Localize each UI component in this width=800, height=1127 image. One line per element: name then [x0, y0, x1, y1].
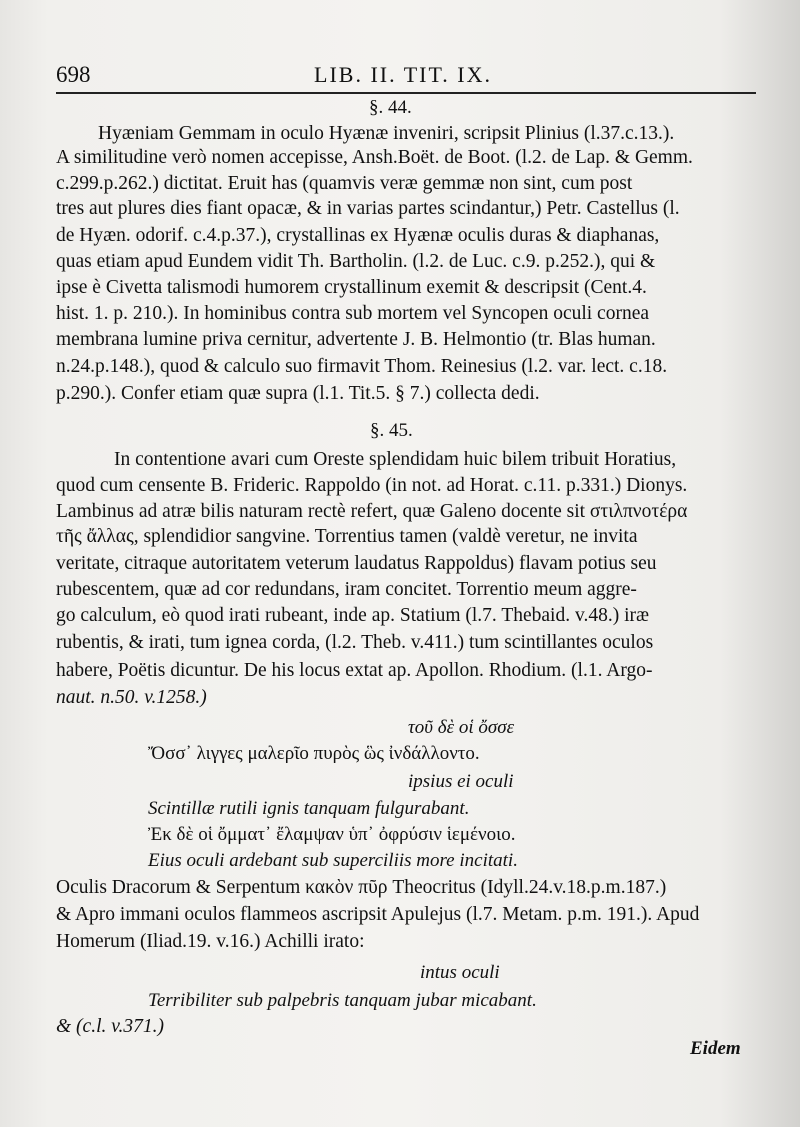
latin-verse-line: Eius oculi ardebant sub superciliis more incitati. [148, 850, 518, 871]
latin-verse-line: intus oculi [420, 962, 500, 983]
text-line: Hyæniam Gemmam in oculo Hyænæ inveniri, scripsit Plinius (l.37.c.13.). [98, 123, 675, 144]
latin-verse-line: ipsius ei oculi [408, 771, 514, 792]
text-line: In contentione avari cum Oreste splendidam huic bilem tribuit Horatius, [114, 449, 677, 470]
latin-verse-line: Terribiliter sub palpebris tanquam jubar micabant. [148, 990, 537, 1011]
text-line: p.290.). Confer etiam quæ supra (l.1. Tit.5. § 7.) collecta dedi. [56, 383, 540, 404]
text-line: go calculum, eò quod irati rubeant, inde ap. Statium (l.7. Thebaid. v.48.) iræ [56, 605, 649, 626]
page-number: 698 [56, 62, 91, 87]
text-line: c.299.p.262.) dictitat. Eruit has (quamvis veræ gemmæ non sint, cum post [56, 173, 633, 194]
text-line: & Apro immani oculos flammeos ascripsit Apulejus (l.7. Metam. p.m. 191.). Apud [56, 904, 700, 925]
greek-verse-line: τοῦ δὲ οἱ ὄσσε [408, 717, 515, 738]
text-line: veritate, citraque autoritatem veterum laudatus Rappoldus) flavam potius seu [56, 553, 657, 574]
text-line: naut. n.50. v.1258.) [56, 687, 207, 708]
text-line: membrana lumine priva cernitur, advertente J. B. Helmontio (tr. Blas human. [56, 329, 656, 350]
catchword: Eidem [690, 1038, 741, 1059]
text-line: rubescentem, quæ ad cor redundans, iram concitet. Torrentio meum aggre- [56, 579, 637, 600]
text-line: habere, Poëtis dicuntur. De his locus extat ap. Apollon. Rhodium. (l.1. Argo- [56, 660, 653, 681]
greek-verse-line: Ὄσσ᾽ λιγγες μαλερῖο πυρὸς ὣς ἰνδάλλοντο. [148, 743, 480, 764]
text-line: hist. 1. p. 210.). In hominibus contra sub mortem vel Syncopen oculi cornea [56, 303, 650, 324]
greek-verse-line: Ἐκ δὲ οἱ ὄμματ᾽ ἔλαμψαν ὑπ᾽ ὀφρύσιν ἱεμένοιο. [148, 824, 516, 845]
text-line: quod cum censente B. Frideric. Rappoldo (in not. ad Horat. c.11. p.331.) Dionys. [56, 475, 688, 496]
text-line: Homerum (Iliad.19. v.16.) Achilli irato: [56, 931, 365, 952]
text-line: quas etiam apud Eundem vidit Th. Bartholin. (l.2. de Luc. c.9. p.252.), qui & [56, 251, 656, 272]
page-header [56, 62, 756, 90]
text-line: τῆς ἄλλας, splendidior sangvine. Torrentius tamen (valdè veretur, ne invita [56, 526, 638, 547]
text-line: rubentis, & irati, tum ignea corda, (l.2. Theb. v.411.) tum scintillantes oculos [56, 632, 654, 653]
text-line: Lambinus ad atræ bilis naturam rectè refert, quæ Galeno docente sit στιλπνοτέρα [56, 501, 688, 522]
section-mark-44: §. 44. [369, 97, 412, 118]
text-line: de Hyæn. odorif. c.4.p.37.), crystallinas ex Hyænæ oculis duras & diaphanas, [56, 225, 660, 246]
section-mark-45: §. 45. [370, 420, 413, 441]
text-line: A similitudine verò nomen accepisse, Ansh.Boët. de Boot. (l.2. de Lap. & Gemm. [56, 147, 693, 168]
verse-reference: & (c.l. v.371.) [56, 1016, 164, 1037]
running-head: LIB. II. TIT. IX. [314, 62, 492, 87]
text-line: Oculis Dracorum & Serpentum κακὸν πῦρ Theocritus (Idyll.24.v.18.p.m.187.) [56, 877, 667, 898]
header-rule [56, 92, 756, 94]
text-line: ipse è Civetta talismodi humorem crystallinum exemit & descripsit (Cent.4. [56, 277, 647, 298]
text-line: n.24.p.148.), quod & calculo suo firmavit Thom. Reinesius (l.2. var. lect. c.18. [56, 356, 668, 377]
text-line: tres aut plures dies fiant opacæ, & in varias partes scindantur,) Petr. Castellus (l. [56, 198, 680, 219]
latin-verse-line: Scintillæ rutili ignis tanquam fulgurabant. [148, 798, 470, 819]
